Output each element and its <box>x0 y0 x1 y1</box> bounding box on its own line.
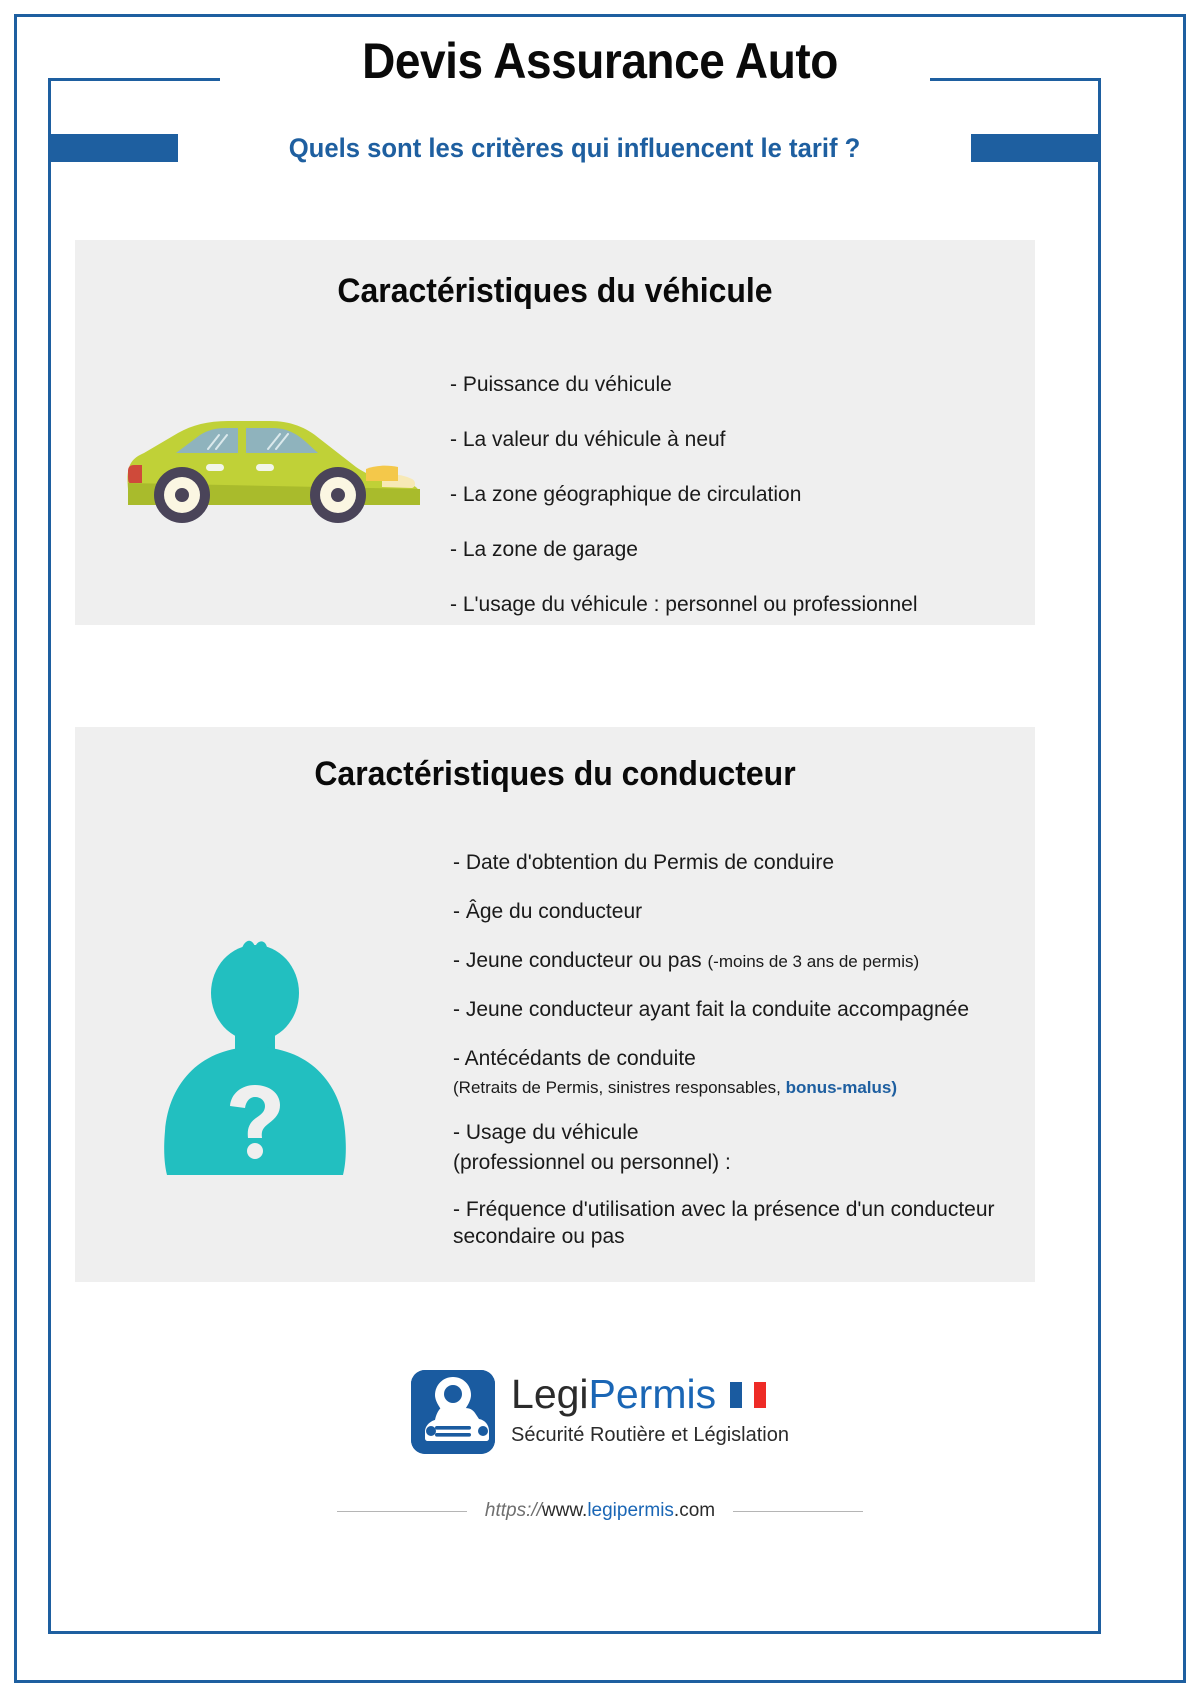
list-item-young-driver-main: - Jeune conducteur ou pas <box>453 948 708 972</box>
list-item-usage-frequency: - Fréquence d'utilisation avec la présence d'un conducteur secondaire ou pas <box>453 1198 995 1249</box>
logo-word-permis: Permis <box>588 1371 717 1417</box>
legipermis-logo-icon <box>411 1370 495 1454</box>
list-item: - La valeur du véhicule à neuf <box>450 427 726 451</box>
footer-logo[interactable] <box>0 1370 1200 1454</box>
french-flag-icon <box>730 1382 766 1408</box>
list-item: - Date d'obtention du Permis de conduire <box>453 851 835 874</box>
list-item-accompanied-driving: - Jeune conducteur ayant fait la conduite accompagnée <box>453 997 970 1021</box>
subtitle-bar-right <box>971 134 1101 162</box>
page-title: Devis Assurance Auto <box>362 33 838 89</box>
url-rule-left <box>337 1511 467 1512</box>
bonus-malus-link[interactable]: bonus-malus) <box>785 1078 898 1098</box>
list-item-young-driver-note: (-moins de 3 ans de permis) <box>707 951 920 971</box>
list-item: - Âge du conducteur <box>453 899 643 923</box>
logo-tagline: Sécurité Routière et Législation <box>511 1424 789 1446</box>
logo-wordmark <box>511 1371 789 1417</box>
list-item: - L'usage du véhicule : personnel ou professionnel <box>450 592 918 616</box>
list-item: - La zone géographique de circulation <box>450 482 802 506</box>
list-item: - La zone de garage <box>450 537 638 561</box>
subtitle-band <box>48 132 1101 164</box>
url-tld: .com <box>673 1500 716 1521</box>
page-subtitle: Quels sont les critères qui influencent le tarif ? <box>288 132 861 163</box>
car-illustration-icon <box>120 397 430 532</box>
website-url[interactable] <box>485 1500 715 1522</box>
inner-border-bottom <box>48 1631 1101 1634</box>
driving-history-note <box>453 1078 1028 1098</box>
vehicle-bullet-list <box>450 372 1020 646</box>
section-title-driver: Caractéristiques du conducteur <box>314 755 796 793</box>
section-card-driver <box>75 727 1035 1282</box>
footer-url-row[interactable] <box>0 1500 1200 1522</box>
person-question-illustration-icon <box>155 935 355 1180</box>
vehicle-usage-sub: (professionnel ou personnel) : <box>453 1151 731 1175</box>
driving-history-note-text: (Retraits de Permis, sinistres responsables, <box>453 1078 786 1098</box>
section-title-vehicle: Caractéristiques du véhicule <box>337 272 773 310</box>
list-item: - Puissance du véhicule <box>450 373 672 396</box>
subtitle-bar-left <box>48 134 178 162</box>
url-rule-right <box>733 1511 863 1512</box>
section-card-vehicle <box>75 240 1035 625</box>
driver-bullet-list <box>453 850 1028 1273</box>
url-www: www. <box>541 1500 588 1521</box>
logo-word-legi: Legi <box>511 1371 589 1417</box>
url-protocol: https:// <box>484 1500 542 1521</box>
list-item-young-driver <box>453 948 1028 975</box>
url-brand: legipermis <box>587 1500 674 1521</box>
list-item-vehicle-usage: - Usage du véhicule <box>453 1121 639 1145</box>
list-item-driving-history: - Antécédants de conduite <box>453 1046 696 1070</box>
